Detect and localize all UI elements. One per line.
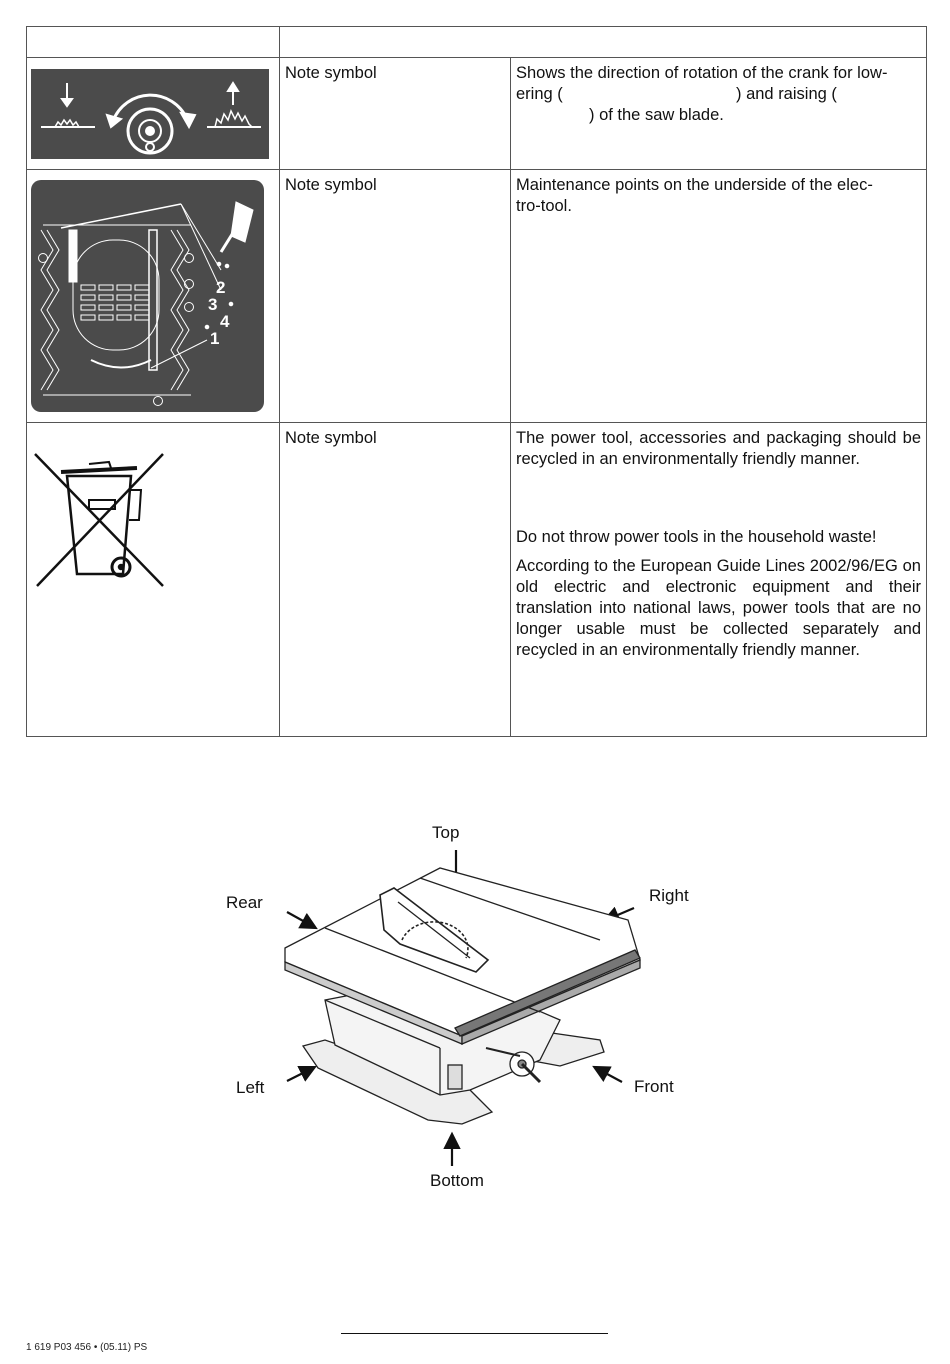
- row3-desc-paragraph-2: Do not throw power tools in the household waste!: [516, 528, 877, 546]
- label-top: Top: [432, 823, 460, 842]
- row3-symbol-label: Note symbol: [285, 429, 377, 447]
- row1-symbol-label: Note symbol: [285, 64, 377, 82]
- label-bottom: Bottom: [430, 1171, 484, 1190]
- footer-document-code: 1 619 P03 456 • (05.11) PS: [26, 1342, 148, 1353]
- row1-desc-line2b: ) and raising (: [736, 85, 837, 103]
- row1-desc-line1: Shows the direction of rotation of the crank for low-: [516, 64, 888, 82]
- arrow-left: [287, 1068, 313, 1081]
- arrow-front: [596, 1068, 622, 1082]
- table-saw-drawing: [285, 868, 640, 1124]
- label-front: Front: [634, 1077, 674, 1096]
- row2-symbol-label: Note symbol: [285, 176, 377, 194]
- row1-desc-line3: ) of the saw blade.: [589, 106, 724, 124]
- row2-desc-line2: tro-tool.: [516, 197, 572, 215]
- row3-desc-paragraph-1: The power tool, accessories and packaging should be recycled in an environmentally friendly manner.: [516, 429, 921, 468]
- label-left: Left: [236, 1078, 265, 1097]
- footer-divider: [341, 1333, 608, 1334]
- row3-desc-paragraph-3: According to the European Guide Lines 2002/96/EG on old electric and electronic equipment and their translation into national laws, power tools that are no longer usable must be collected separately and recycled in an environmentally friendly manner.: [516, 557, 921, 659]
- marker-2: 2: [216, 278, 226, 297]
- marker-4: 4: [220, 312, 230, 331]
- arrow-rear: [287, 912, 314, 927]
- row1-desc-line2a: ering (: [516, 85, 563, 103]
- marker-3: 3: [208, 295, 218, 314]
- marker-1: 1: [210, 329, 220, 348]
- row2-desc-line1: Maintenance points on the underside of the elec-: [516, 176, 873, 194]
- label-rear: Rear: [226, 893, 263, 912]
- label-right: Right: [649, 886, 689, 905]
